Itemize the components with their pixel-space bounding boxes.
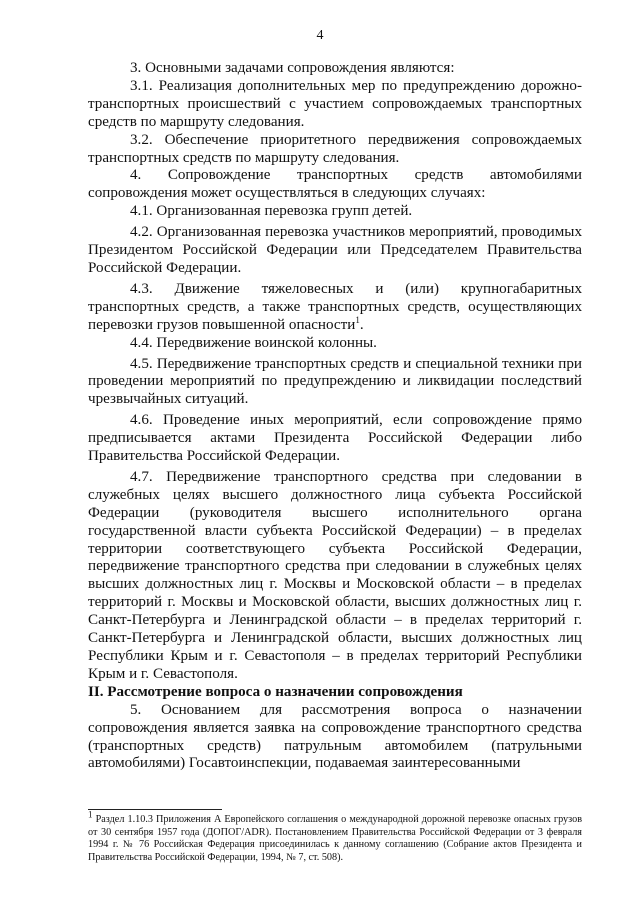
paragraph-4-1: 4.1. Организованная перевозка групп детей.: [130, 203, 413, 220]
paragraph-4-6: 4.6. Проведение иных мероприятий, если сопровождение прямо предписывается актами Президента Российской Федерации либо Правительства Российской Федерации.: [88, 412, 582, 465]
document-body: [88, 60, 582, 773]
paragraph-3: 3. Основными задачами сопровождения являются:: [130, 60, 455, 76]
footnote-text: Раздел 1.10.3 Приложения А Европейского соглашения о международной дорожной перевозке опасных грузов от 30 сентября 1957 года (ДОПОГ/ADR). Постановлением Правительства Российской Федерации от 3 февраля 1994 г. № 76 Российская Федерация присоединилась к данному соглашению (Собрание актов Президента и Правительства Российской Федерации, 1994, № 7, ст. 508).: [88, 814, 583, 863]
footnote-divider: [88, 809, 222, 810]
paragraph-3-1: 3.1. Реализация дополнительных мер по предупреждению дорожно-транспортных происшествий с участием сопровождаемых транспортных средств по маршруту следования.: [88, 77, 582, 130]
paragraph-3-2: 3.2. Обеспечение приоритетного передвижения сопровождаемых транспортных средств по маршруту следования.: [88, 131, 582, 166]
page-number: 4: [316, 28, 324, 43]
paragraph-5: 5. Основанием для рассмотрения вопроса о назначении сопровождения является заявка на сопровождение транспортного средства (транспортных средств) патрульным автомобилем (патрульными автомобилями) Госавтоинспекции, подаваемая заинтересованными: [88, 701, 582, 772]
paragraph-4-3-text: 4.3. Движение тяжеловесных и (или) крупногабаритных транспортных средств, а также транспортных средств, осуществляющих перевозки грузов повышенной опасности: [88, 280, 582, 333]
footnote-marker: 1: [88, 809, 93, 820]
footnote: [88, 809, 583, 864]
paragraph-4: 4. Сопровождение транспортных средств автомобилями сопровождения может осуществляться в следующих случаях:: [88, 167, 582, 202]
paragraph-4-5: 4.5. Передвижение транспортных средств и специальной техники при проведении мероприятий по предупреждению и ликвидации последствий чрезвычайных ситуаций.: [88, 355, 582, 408]
paragraph-4-4: 4.4. Передвижение воинской колонны.: [130, 334, 377, 351]
paragraph-4-7: 4.7. Передвижение транспортного средства при следовании в служебных целях высшего должностного лица субъекта Российской Федерации (руководителя высшего исполнительного органа государственной власти субъекта Российской Федерации) – в пределах территории соответствующего субъекта Российской Федерации, передвижение транспортного средства при следовании в служебных целях высших должностных лиц г. Москвы и Московской области – в пределах территорий г. Москвы и Московской области, высших должностных лиц г. Санкт-Петербурга и Ленинградской области – в пределах территорий г. Санкт-Петербурга и Ленинградской области, высших должностных лиц Республики Крым и г. Севастополя – в пределах территорий Республики Крым и г. Севастополя.: [88, 468, 582, 682]
paragraph-4-3: 4.3. Движение тяжеловесных и (или) крупногабаритных транспортных средств, а также транспортных средств, осуществляющих перевозки грузов повышенной опасности$^1$.: [88, 280, 582, 333]
paragraph-4-2: 4.2. Организованная перевозка участников мероприятий, проводимых Президентом Российской Федерации или Председателем Правительства Российской Федерации.: [88, 224, 582, 276]
section-heading: II. Рассмотрение вопроса о назначении сопровождения: [88, 683, 463, 700]
footnote-reference[interactable]: 1: [355, 314, 360, 325]
